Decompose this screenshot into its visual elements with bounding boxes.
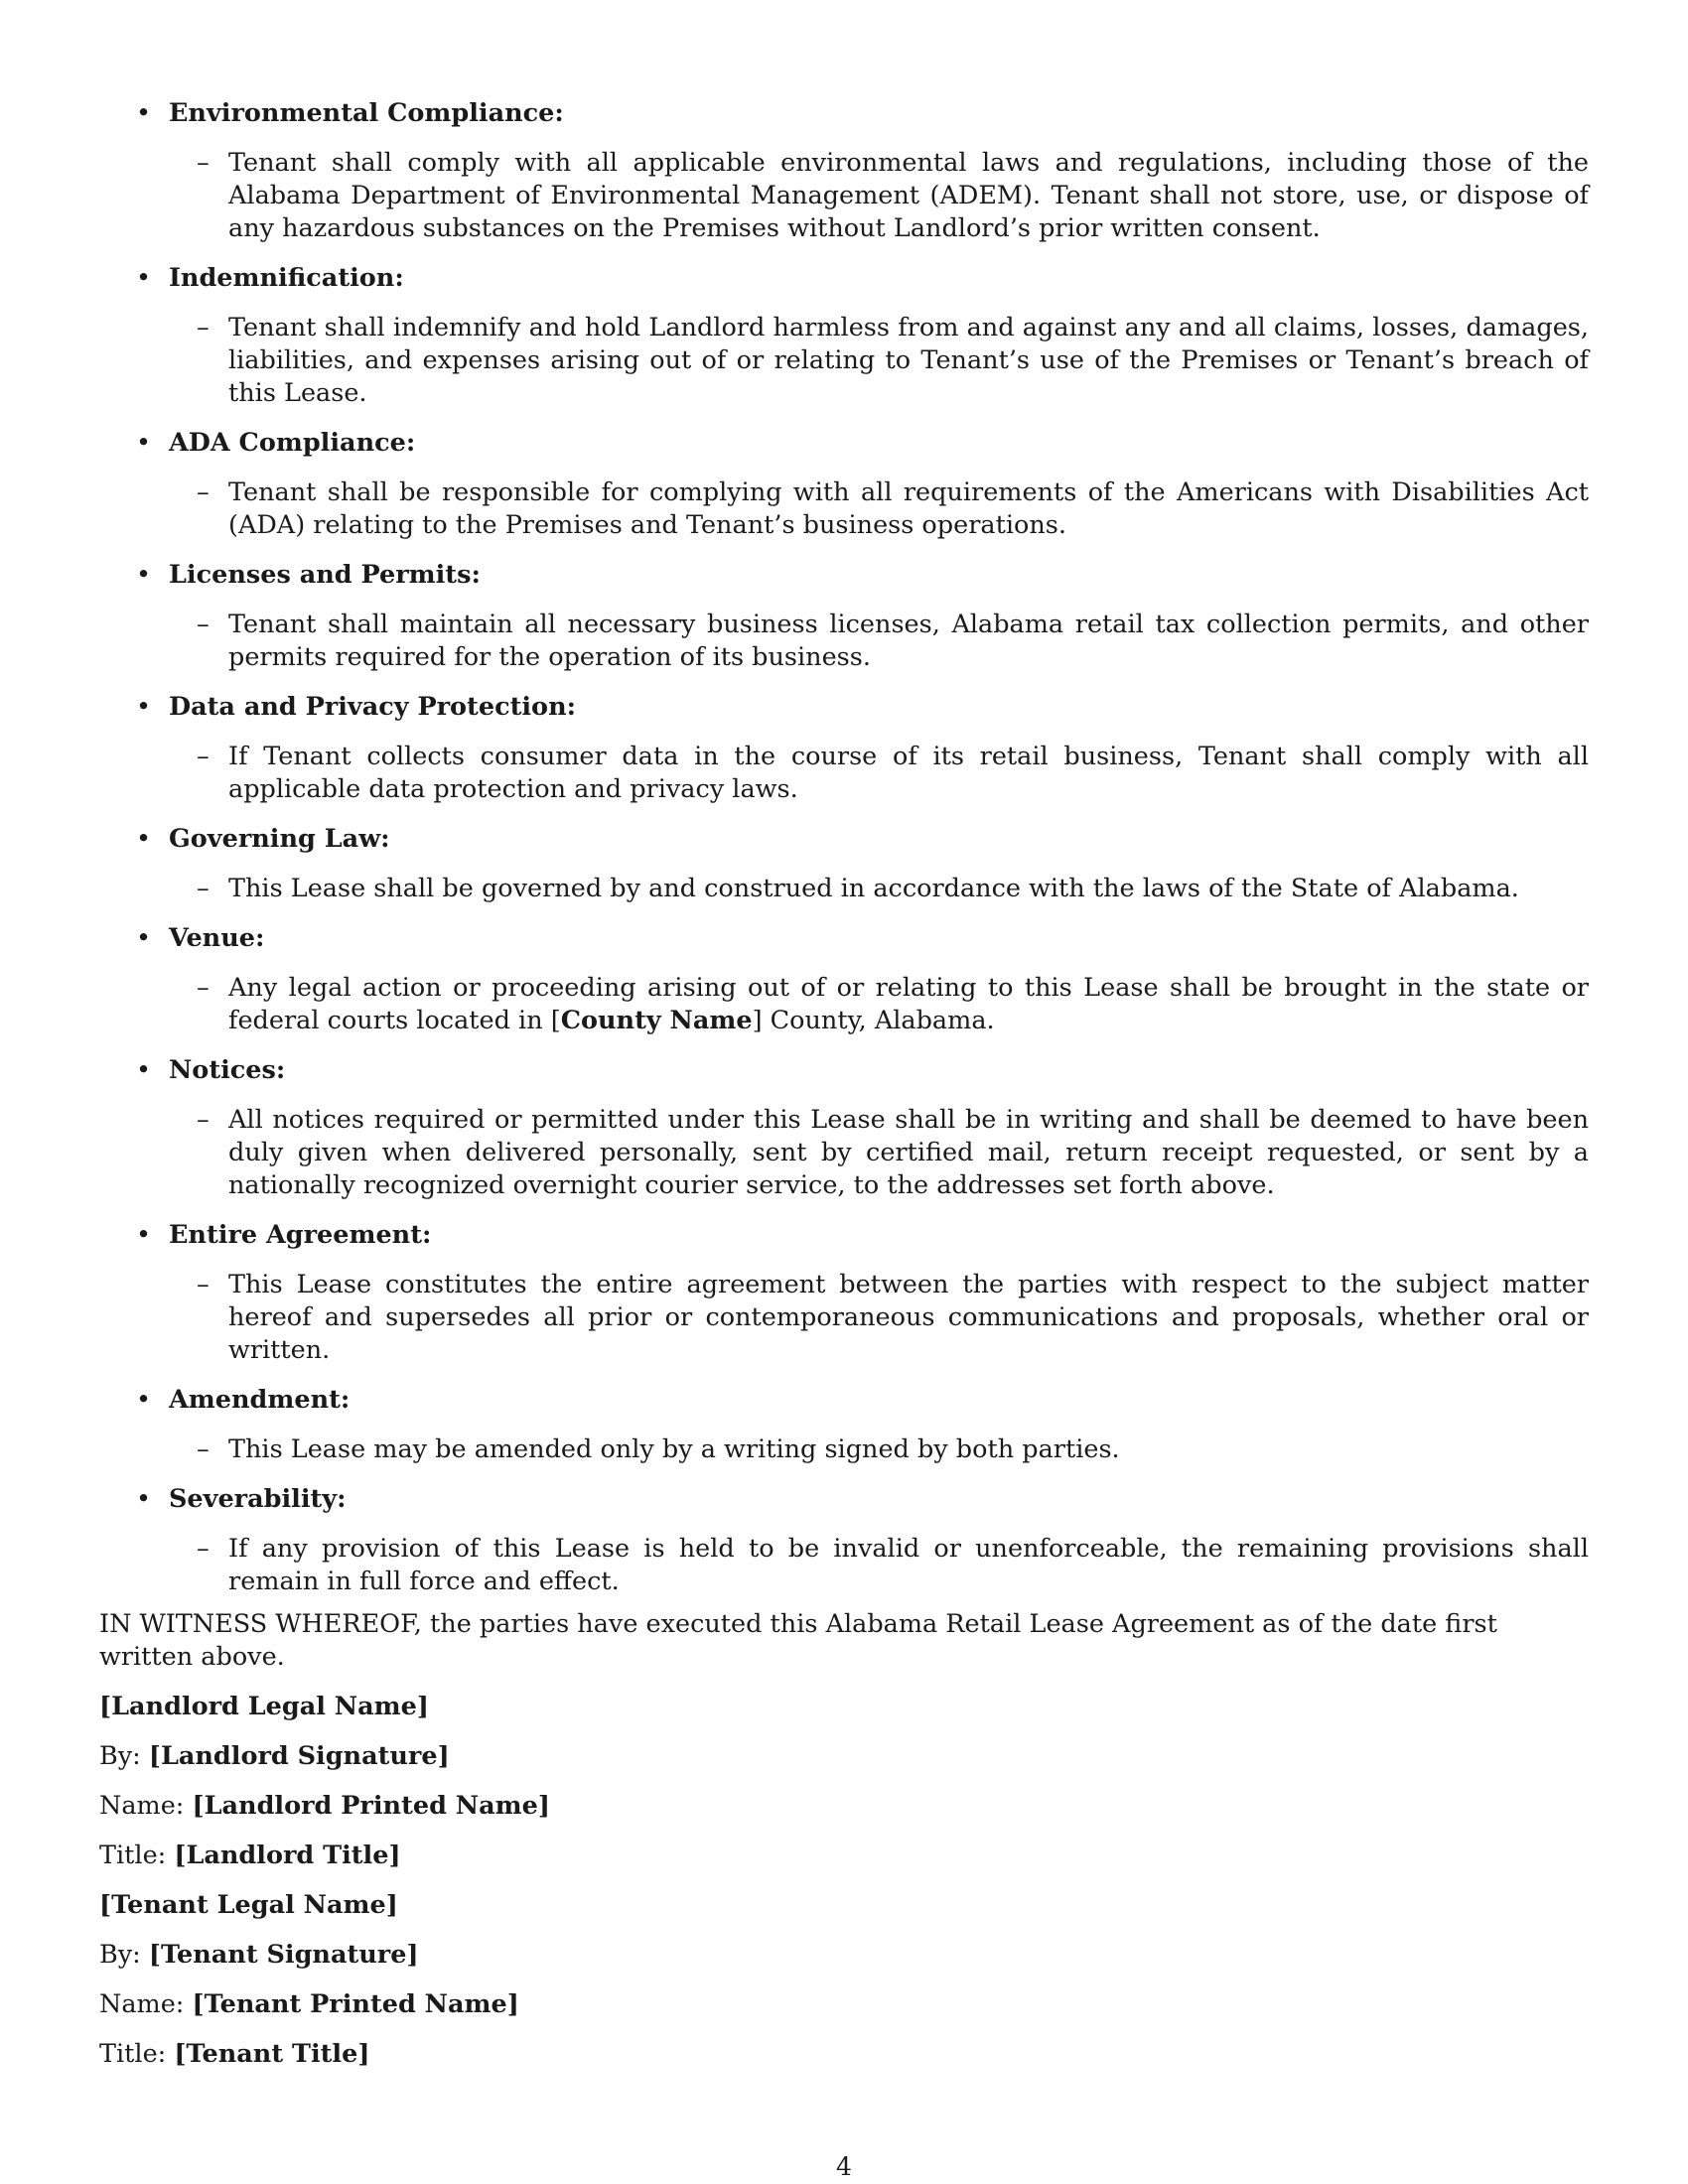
heading-text: Venue: <box>169 923 265 953</box>
bullet: • <box>136 1385 152 1415</box>
tenant-legal-name: Tenant Legal Name <box>111 1890 386 1920</box>
heading-text: ADA Compliance: <box>169 428 416 458</box>
dash: – <box>197 148 210 178</box>
clause-item <box>99 312 1589 410</box>
section-heading <box>99 427 1589 460</box>
bullet: • <box>136 1484 152 1514</box>
dash: – <box>197 1270 210 1299</box>
section-amendment <box>99 1384 1589 1466</box>
clause-item <box>99 741 1589 806</box>
dash: – <box>197 874 210 903</box>
clause-item <box>99 1533 1589 1598</box>
clause-text-after: ] County, Alabama. <box>752 1006 995 1035</box>
heading-text: Severability: <box>169 1484 347 1514</box>
section-notices <box>99 1054 1589 1202</box>
clause-text: Tenant shall indemnify and hold Landlord harmless from and against any and all claims, losses, damages, liabilities, and expenses arising out of or relating to Tenant’s use of the Premises or Tenant’s breach of this Lease. <box>228 313 1589 408</box>
section-heading <box>99 1483 1589 1516</box>
by-label: By: <box>99 1741 141 1771</box>
section-heading <box>99 1219 1589 1252</box>
landlord-title-line: Title: [Landlord Title] <box>99 1841 401 1870</box>
dash: – <box>197 742 210 771</box>
clause-item <box>99 1269 1589 1367</box>
heading-text: Indemnification: <box>169 263 404 293</box>
landlord-title: Landlord Title <box>186 1841 389 1870</box>
section-ada-compliance <box>99 427 1589 542</box>
section-heading <box>99 823 1589 856</box>
bullet: • <box>136 923 152 953</box>
clause-text: All notices required or permitted under this Lease shall be in writing and shall be deemed to have been duly given when delivered personally, sent by certified mail, return receipt requested, or sent by a nationally recognized overnight courier service, to the addresses set forth above. <box>228 1105 1589 1200</box>
tenant-title: Tenant Title <box>186 2039 358 2069</box>
title-label: Title: <box>99 2039 167 2069</box>
section-severability <box>99 1483 1589 1598</box>
section-indemnification <box>99 262 1589 410</box>
tenant-title-line: Title: [Tenant Title] <box>99 2039 370 2069</box>
section-entire-agreement <box>99 1219 1589 1367</box>
bullet: • <box>136 263 152 293</box>
section-heading <box>99 1384 1589 1417</box>
tenant-signature: Tenant Signature <box>160 1940 407 1970</box>
landlord-legal-name-line: [Landlord Legal Name] <box>99 1692 429 1721</box>
name-label: Name: <box>99 1989 185 2019</box>
bullet: • <box>136 98 152 128</box>
name-label: Name: <box>99 1791 185 1821</box>
bullet: • <box>136 560 152 590</box>
clause-item <box>99 1104 1589 1202</box>
county-name-placeholder: County Name <box>560 1006 753 1035</box>
clause-text: This Lease constitutes the entire agreement between the parties with respect to the subject matter hereof and supersedes all prior or contemporaneous communications and proposals, whether oral or written. <box>228 1270 1589 1365</box>
heading-text: Data and Privacy Protection: <box>169 692 577 722</box>
heading-text: Environmental Compliance: <box>169 98 564 128</box>
bullet: • <box>136 428 152 458</box>
section-heading <box>99 559 1589 592</box>
clause-text: This Lease shall be governed by and construed in accordance with the laws of the State of Alabama. <box>228 874 1519 903</box>
dash: – <box>197 610 210 639</box>
dash: – <box>197 313 210 342</box>
landlord-signature-block <box>99 1691 1589 1872</box>
heading-text: Amendment: <box>169 1385 351 1415</box>
heading-text: Governing Law: <box>169 824 390 854</box>
section-heading <box>99 262 1589 295</box>
title-label: Title: <box>99 1841 167 1870</box>
section-heading <box>99 97 1589 130</box>
page-number: 4 <box>836 2152 852 2181</box>
tenant-name-line: Name: [Tenant Printed Name] <box>99 1989 519 2019</box>
clause-item <box>99 1433 1589 1466</box>
clause-text: Tenant shall comply with all applicable environmental laws and regulations, including those of the Alabama Department of Environmental Management (ADEM). Tenant shall not store, use, or dispose of any hazardous substances on the Premises without Landlord’s prior written consent. <box>228 148 1589 243</box>
clause-item <box>99 873 1589 905</box>
witness-statement: IN WITNESS WHEREOF, the parties have executed this Alabama Retail Lease Agreement as of the date first written above. <box>99 1609 1497 1672</box>
clause-text: Tenant shall be responsible for complying with all requirements of the Americans with Disabilities Act (ADA) relating to the Premises and Tenant’s business operations. <box>228 478 1589 540</box>
clause-text: If any provision of this Lease is held to be invalid or unenforceable, the remaining provisions shall remain in full force and effect. <box>228 1534 1589 1596</box>
dash: – <box>197 973 210 1003</box>
clause-text: If Tenant collects consumer data in the course of its retail business, Tenant shall comply with all applicable data protection and privacy laws. <box>228 742 1589 804</box>
landlord-legal-name: Landlord Legal Name <box>111 1692 417 1721</box>
section-licenses-and-permits <box>99 559 1589 674</box>
document-page <box>99 97 1589 2088</box>
tenant-by-line: By: [Tenant Signature] <box>99 1940 419 1970</box>
tenant-signature-block <box>99 1889 1589 2071</box>
landlord-name-line: Name: [Landlord Printed Name] <box>99 1791 550 1821</box>
clause-text: Tenant shall maintain all necessary business licenses, Alabama retail tax collection permits, and other permits required for the operation of its business. <box>228 610 1589 672</box>
clause-item <box>99 147 1589 245</box>
tenant-legal-name-line: [Tenant Legal Name] <box>99 1890 398 1920</box>
heading-text: Licenses and Permits: <box>169 560 481 590</box>
section-heading <box>99 1054 1589 1087</box>
section-governing-law <box>99 823 1589 905</box>
dash: – <box>197 1534 210 1564</box>
section-data-privacy <box>99 691 1589 806</box>
by-label: By: <box>99 1940 141 1970</box>
clause-text-before: Any legal action or proceeding arising out of or relating to this Lease shall be brought in the state or federal courts located in [ <box>228 973 1589 1035</box>
clause-text: This Lease may be amended only by a writing signed by both parties. <box>228 1434 1120 1464</box>
dash: – <box>197 1105 210 1135</box>
section-heading <box>99 691 1589 724</box>
bullet: • <box>136 1055 152 1085</box>
landlord-signature: Landlord Signature <box>160 1741 438 1771</box>
dash: – <box>197 478 210 507</box>
bullet: • <box>136 1220 152 1250</box>
clause-item <box>99 972 1589 1037</box>
landlord-printed-name: Landlord Printed Name <box>204 1791 538 1821</box>
section-venue <box>99 922 1589 1037</box>
dash: – <box>197 1434 210 1464</box>
tenant-printed-name: Tenant Printed Name <box>204 1989 507 2019</box>
bullet: • <box>136 692 152 722</box>
clause-item <box>99 609 1589 674</box>
section-heading <box>99 922 1589 955</box>
bullet: • <box>136 824 152 854</box>
heading-text: Notices: <box>169 1055 286 1085</box>
heading-text: Entire Agreement: <box>169 1220 432 1250</box>
section-environmental-compliance <box>99 97 1589 245</box>
clause-item <box>99 477 1589 542</box>
landlord-by-line: By: [Landlord Signature] <box>99 1741 450 1771</box>
